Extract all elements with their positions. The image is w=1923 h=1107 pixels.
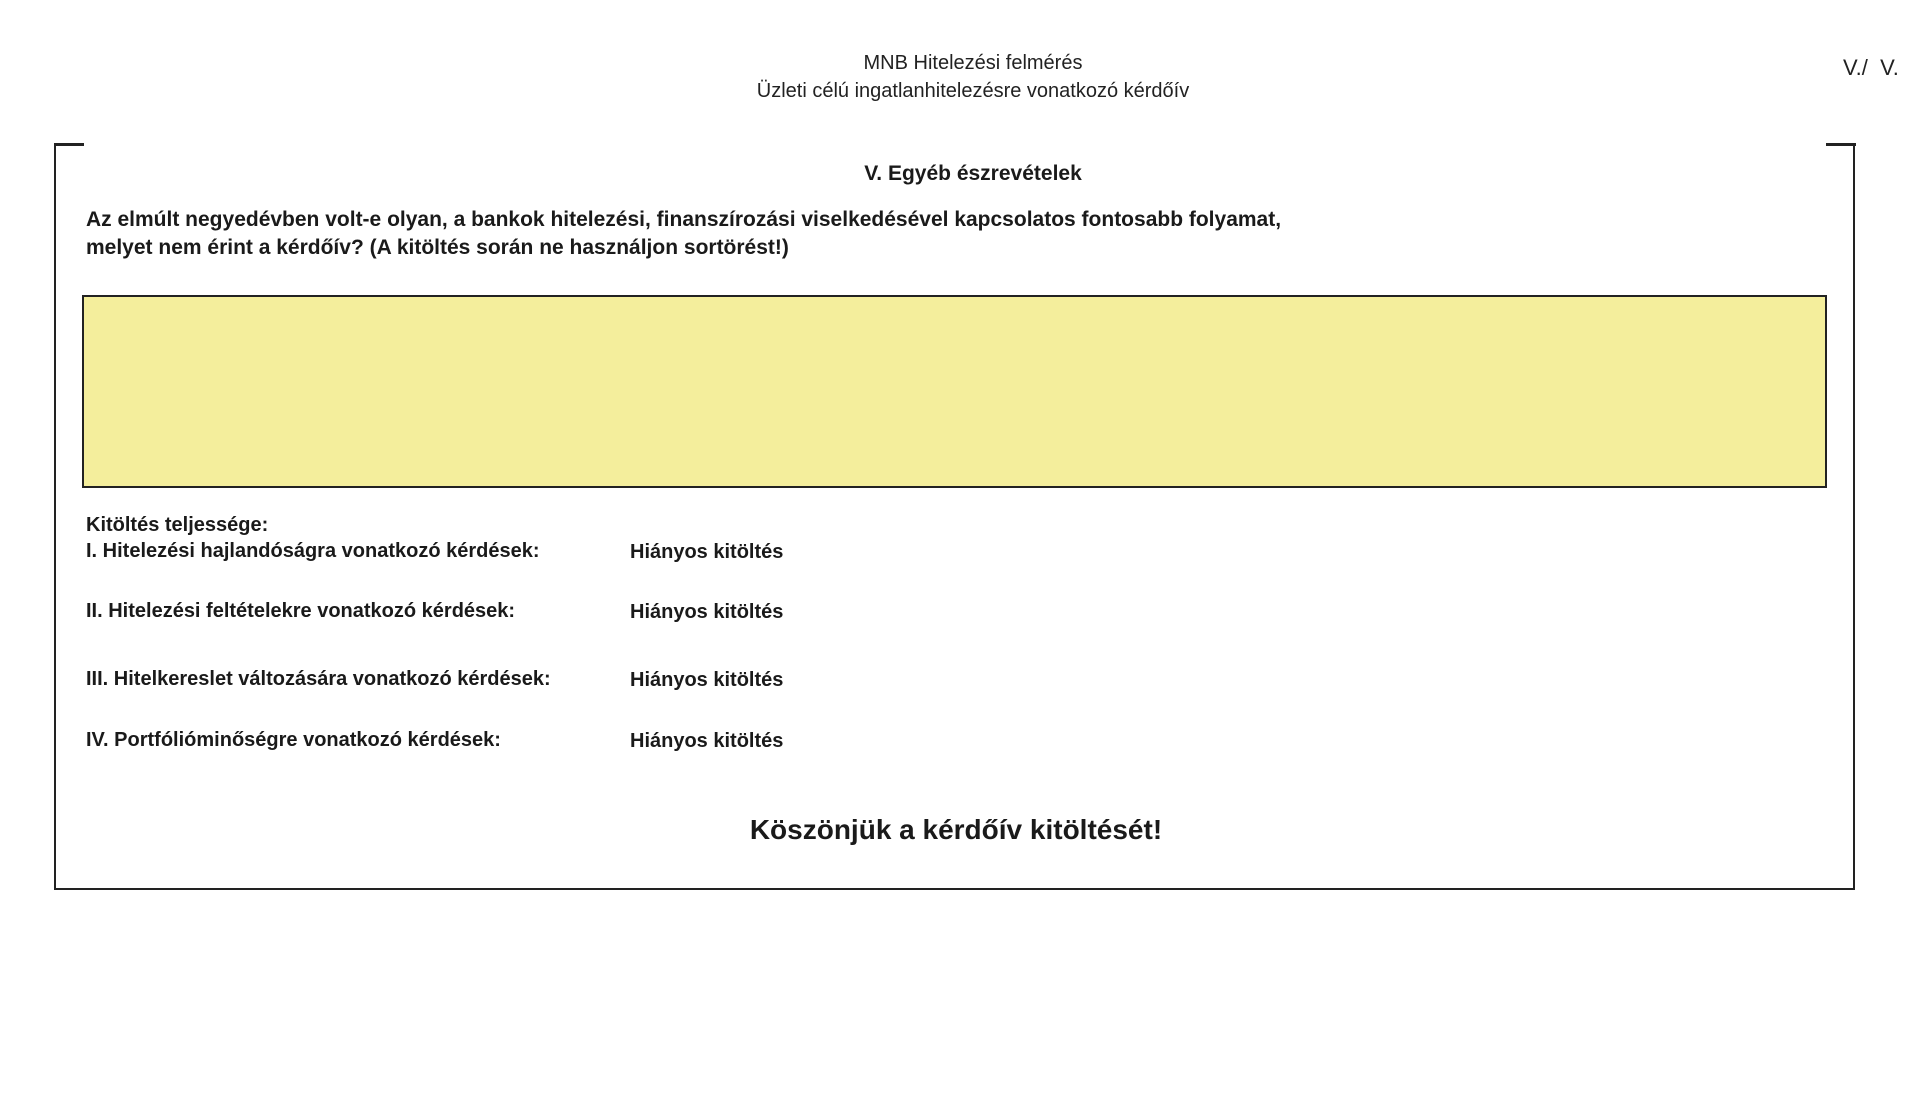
survey-title: MNB Hitelezési felmérés bbox=[863, 52, 1083, 74]
completeness-row-label-3: III. Hitelkereslet változására vonatkozó kérdések: bbox=[86, 668, 551, 690]
survey-subtitle: Üzleti célú ingatlanhitelezésre vonatkozó kérdőív bbox=[756, 80, 1190, 102]
completeness-row-status-4: Hiányos kitöltés bbox=[630, 730, 784, 752]
completeness-row-label-2: II. Hitelezési feltételekre vonatkozó kérdések: bbox=[86, 600, 516, 622]
completeness-row-status-2: Hiányos kitöltés bbox=[630, 601, 784, 623]
remarks-answer-field[interactable] bbox=[82, 295, 1827, 488]
question-text bbox=[86, 206, 1281, 262]
frame-top-left-corner bbox=[54, 143, 84, 146]
completeness-row-status-3: Hiányos kitöltés bbox=[630, 669, 784, 691]
frame-top-right-corner bbox=[1826, 143, 1856, 146]
completeness-row-label-1: I. Hitelezési hajlandóságra vonatkozó kérdések: bbox=[86, 540, 540, 562]
question-line-1: Az elmúlt negyedévben volt-e olyan, a bankok hitelezési, finanszírozási viselkedésével kapcsolatos fontosabb folyamat, bbox=[86, 208, 1282, 231]
section-title: V. Egyéb észrevételek bbox=[864, 162, 1082, 185]
completeness-row-status-1: Hiányos kitöltés bbox=[630, 541, 784, 563]
page-indicator: V./ V. bbox=[1843, 55, 1899, 80]
question-line-2: melyet nem érint a kérdőív? (A kitöltés során ne használjon sortörést!) bbox=[86, 236, 789, 259]
completeness-title: Kitöltés teljessége: bbox=[86, 514, 269, 536]
thank-you-message: Köszönjük a kérdőív kitöltését! bbox=[749, 814, 1163, 845]
completeness-row-label-4: IV. Portfólióminőségre vonatkozó kérdések: bbox=[86, 729, 501, 751]
